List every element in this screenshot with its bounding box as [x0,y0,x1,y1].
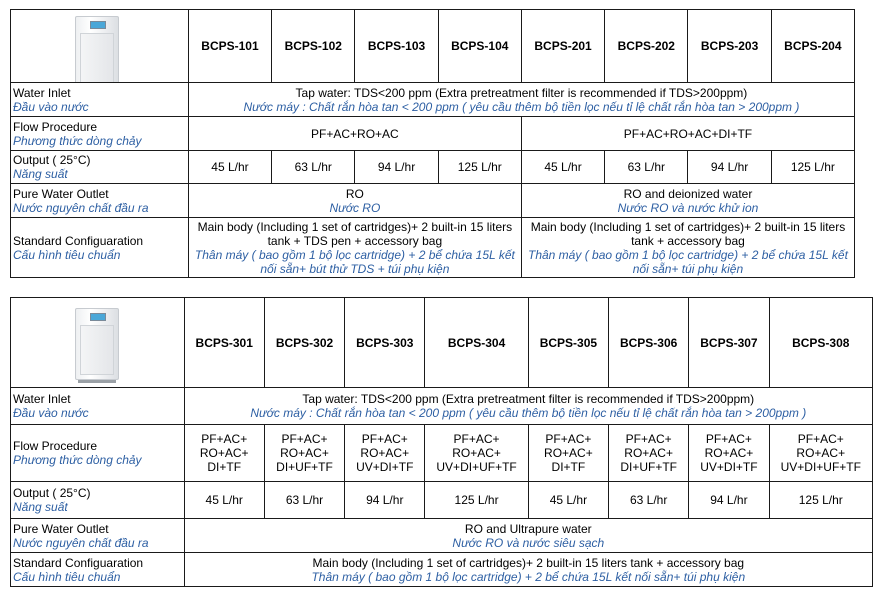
output-value: 94 L/hr [689,482,769,519]
label-vietnamese: Cấu hình tiêu chuẩn [13,569,121,584]
flow-line: RO+AC+ [199,446,249,460]
output-value: 63 L/hr [272,151,355,184]
config-value [184,553,872,587]
flow-line: PF+AC+ [361,432,408,446]
label-english: Water Inlet [13,85,71,100]
output-value: 45 L/hr [188,151,271,184]
value-vietnamese: Nước máy : Chất rắn hòa tan < 200 ppm ( yêu cầu thêm bộ tiền lọc nếu tỉ lệ chất rắn hòa tan > 200ppm ) [250,406,807,420]
label-vietnamese: Năng suất [13,167,68,181]
model-header: BCPS-104 [438,10,521,83]
row-label [11,482,185,519]
output-value: 94 L/hr [345,482,425,519]
flow-line: UV+DI+TF [700,460,758,474]
config-value [188,218,521,278]
standard-configuration-row [11,218,855,278]
model-header: BCPS-103 [355,10,438,83]
value-vietnamese: Thân máy ( bao gồm 1 bộ lọc cartridge) + 2 bể chứa 15L kết nối sẵn+ túi phụ kiện [528,247,848,276]
value-vietnamese: Nước máy : Chất rắn hòa tan < 200 ppm ( yêu cầu thêm bộ tiền lọc nếu tỉ lệ chất rắn hòa tan > 200ppm ) [243,99,800,114]
header-row [11,10,855,83]
row-label [11,83,189,117]
value-vietnamese: Nước RO và nước khử ion [617,200,759,215]
label-vietnamese: Đầu vào nước [13,406,89,420]
output-value: 63 L/hr [609,482,689,519]
outlet-value [188,184,521,218]
flow-line: DI+UF+TF [620,460,677,474]
label-vietnamese: Nước nguyên chất đầu ra [13,535,149,550]
row-label [11,151,189,184]
flow-line: UV+DI+UF+TF [780,460,861,474]
row-label [11,117,189,151]
flow-line: UV+DI+UF+TF [436,460,517,474]
value-english: Main body (Including 1 set of cartridges)+ 2 built-in 15 liters tank + accessory bag [312,555,745,570]
row-label [11,388,185,425]
product-image-cell [11,298,185,388]
spec-table-bcps-100-200 [10,9,855,278]
model-header: BCPS-101 [188,10,271,83]
label-english: Standard Configuaration [13,233,144,248]
label-english: Water Inlet [13,392,71,406]
flow-line: PF+AC+ [705,432,752,446]
value-vietnamese: Nước RO [329,200,381,215]
value-english: Main body (Including 1 set of cartridges)+ 2 built-in 15 liters tank + TDS pen + accessory bag [197,219,513,248]
output-row [11,482,873,519]
model-header: BCPS-301 [184,298,264,388]
output-row [11,151,855,184]
output-value: 45 L/hr [528,482,608,519]
flow-line: DI+TF [551,460,586,474]
label-english: Standard Configuaration [13,555,144,570]
output-value: 125 L/hr [425,482,528,519]
flow-line: PF+AC+ [453,432,500,446]
output-value: 125 L/hr [771,151,854,184]
flow-value: PF+AC+RO+AC [188,117,521,151]
model-header: BCPS-202 [605,10,688,83]
flow-procedure-row [11,117,855,151]
row-label [11,425,185,482]
label-english: Flow Procedure [13,119,98,134]
row-label [11,184,189,218]
water-inlet-value [188,83,854,117]
flow-value [689,425,769,482]
label-english: Output ( 25°C) [13,153,91,167]
label-vietnamese: Phương thức dòng chảy [13,453,142,467]
value-vietnamese: Nước RO và nước siêu sạch [452,535,605,550]
flow-line: PF+AC+ [797,432,844,446]
model-header: BCPS-203 [688,10,771,83]
label-english: Flow Procedure [13,439,98,453]
label-vietnamese: Nước nguyên chất đầu ra [13,200,149,215]
flow-value [425,425,528,482]
water-inlet-row [11,83,855,117]
standard-configuration-row [11,553,873,587]
product-image-cell [11,10,189,83]
label-english: Pure Water Outlet [13,521,109,536]
output-value: 125 L/hr [438,151,521,184]
water-inlet-row [11,388,873,425]
output-value: 45 L/hr [521,151,604,184]
flow-line: RO+AC+ [452,446,501,460]
value-english: Tap water: TDS<200 ppm (Extra pretreatment filter is recommended if TDS>200ppm) [295,85,748,100]
value-english: Main body (Including 1 set of cartridges)+ 2 built-in 15 liters tank + accessory bag [530,219,846,248]
label-vietnamese: Đầu vào nước [13,99,89,114]
output-value: 45 L/hr [184,482,264,519]
flow-value [345,425,425,482]
flow-value [769,425,872,482]
model-header: BCPS-201 [521,10,604,83]
label-vietnamese: Cấu hình tiêu chuẩn [13,247,121,262]
model-header: BCPS-308 [769,298,872,388]
model-header: BCPS-307 [689,298,769,388]
value-vietnamese: Thân máy ( bao gồm 1 bộ lọc cartridge) + 2 bể chứa 15L kết nối sẵn+ bút thử TDS + túi phụ kiện [194,247,515,276]
output-value: 63 L/hr [605,151,688,184]
outlet-value [184,519,872,553]
value-vietnamese: Thân máy ( bao gồm 1 bộ lọc cartridge) + 2 bể chứa 15L kết nối sẵn+ túi phụ kiện [311,569,746,584]
flow-line: UV+DI+TF [356,460,414,474]
flow-line: PF+AC+ [201,432,248,446]
model-header: BCPS-102 [272,10,355,83]
model-header: BCPS-306 [609,298,689,388]
flow-line: DI+UF+TF [276,460,333,474]
model-header: BCPS-304 [425,298,528,388]
value-english: RO and deionized water [623,186,753,201]
flow-value [609,425,689,482]
flow-line: RO+AC+ [624,446,673,460]
model-header: BCPS-305 [528,298,608,388]
flow-value [184,425,264,482]
flow-line: PF+AC+ [281,432,328,446]
model-header: BCPS-204 [771,10,854,83]
spec-table-bcps-300 [10,297,873,587]
label-english: Pure Water Outlet [13,186,109,201]
label-vietnamese: Năng suất [13,500,68,514]
flow-line: RO+AC+ [704,446,754,460]
water-inlet-value [184,388,872,425]
flow-value [528,425,608,482]
label-english: Output ( 25°C) [13,486,91,500]
model-header: BCPS-303 [345,298,425,388]
output-value: 125 L/hr [769,482,872,519]
pure-water-outlet-row [11,184,855,218]
outlet-value [521,184,854,218]
flow-line: RO+AC+ [280,446,329,460]
pure-water-outlet-row [11,519,873,553]
value-english: Tap water: TDS<200 ppm (Extra pretreatment filter is recommended if TDS>200ppm) [302,392,755,406]
flow-value [264,425,344,482]
output-value: 94 L/hr [355,151,438,184]
flow-line: RO+AC+ [544,446,593,460]
row-label [11,553,185,587]
row-label [11,519,185,553]
config-value [521,218,854,278]
value-english: RO [345,186,364,201]
value-english: RO and Ultrapure water [464,521,592,536]
water-purifier-cabinet-icon [75,308,119,380]
flow-line: PF+AC+ [545,432,592,446]
flow-line: RO+AC+ [360,446,410,460]
row-label [11,218,189,278]
flow-procedure-row [11,425,873,482]
flow-line: RO+AC+ [796,446,846,460]
output-value: 94 L/hr [688,151,771,184]
model-header: BCPS-302 [264,298,344,388]
header-row [11,298,873,388]
label-vietnamese: Phương thức dòng chảy [13,133,142,148]
output-value: 63 L/hr [264,482,344,519]
flow-line: DI+TF [207,460,242,474]
water-purifier-cabinet-icon [75,16,119,83]
flow-line: PF+AC+ [625,432,672,446]
flow-value: PF+AC+RO+AC+DI+TF [521,117,854,151]
